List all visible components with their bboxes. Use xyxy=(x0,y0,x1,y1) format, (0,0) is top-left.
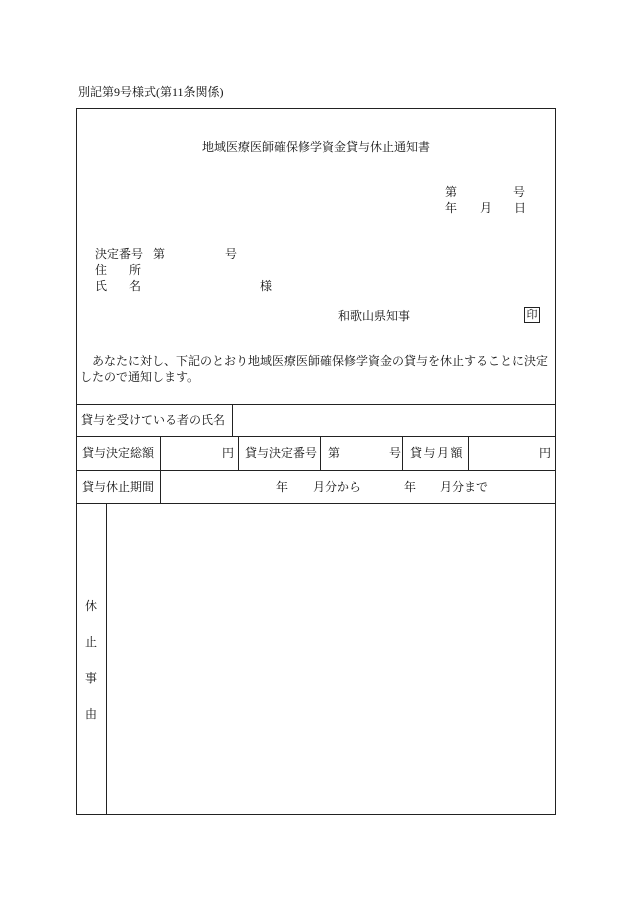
total-amount-unit: 円 xyxy=(222,446,235,460)
reason-label-char: 由 xyxy=(85,707,98,721)
date-month: 月 xyxy=(480,201,493,215)
reason-label-char: 事 xyxy=(85,671,98,685)
date-year: 年 xyxy=(445,201,458,215)
seal-stamp-box: 印 xyxy=(524,307,540,323)
body-text-line-2: したので通知します。 xyxy=(80,370,200,384)
document-title: 地域医療医師確保修学資金貸与休止通知書 xyxy=(201,140,430,154)
table-column-divider xyxy=(468,436,469,470)
honorific-sama: 様 xyxy=(260,279,273,293)
issuer-name: 和歌山県知事 xyxy=(338,309,411,323)
decision-number-table-label: 貸与決定番号 xyxy=(245,446,318,460)
date-day: 日 xyxy=(514,201,527,215)
decision-number-label: 決定番号 xyxy=(95,247,144,261)
table-column-divider xyxy=(402,436,403,470)
table-column-divider xyxy=(160,436,161,503)
table-column-divider xyxy=(106,503,107,815)
table-column-divider xyxy=(232,404,233,436)
table-row-divider xyxy=(76,470,556,471)
period-to-month: 月分まで xyxy=(440,480,489,494)
table-column-divider xyxy=(238,436,239,470)
decision-number-prefix: 第 xyxy=(153,247,166,261)
doc-number-suffix: 号 xyxy=(513,185,526,199)
decision-number-table-suffix: 号 xyxy=(389,446,402,460)
suspension-period-label: 貸与休止期間 xyxy=(82,480,155,494)
table-column-divider xyxy=(320,436,321,470)
period-from-year: 年 xyxy=(276,480,289,494)
name-label-char-1: 氏 xyxy=(95,279,108,293)
table-top-line xyxy=(76,404,556,405)
body-text-line-1: あなたに対し、下記のとおり地域医療医師確保修学資金の貸与を休止することに決定 xyxy=(92,354,549,368)
recipient-name-label: 貸与を受けている者の氏名 xyxy=(81,413,226,427)
doc-number-prefix: 第 xyxy=(445,185,458,199)
address-label-char-2: 所 xyxy=(129,263,142,277)
decision-number-table-prefix: 第 xyxy=(328,446,341,460)
monthly-amount-unit: 円 xyxy=(539,446,552,460)
reason-label-char: 止 xyxy=(85,635,98,649)
decision-number-suffix: 号 xyxy=(225,247,238,261)
reason-label-char: 休 xyxy=(85,599,98,613)
name-label-char-2: 名 xyxy=(129,279,142,293)
monthly-amount-label: 貸与月額 xyxy=(410,446,465,460)
total-amount-label: 貸与決定総額 xyxy=(82,446,155,460)
table-row-divider xyxy=(76,436,556,437)
period-to-year: 年 xyxy=(404,480,417,494)
table-row-divider xyxy=(76,503,556,504)
address-label-char-1: 住 xyxy=(95,263,108,277)
period-from-month: 月分から xyxy=(313,480,362,494)
form-number-label: 別記第9号様式(第11条関係) xyxy=(78,85,224,99)
